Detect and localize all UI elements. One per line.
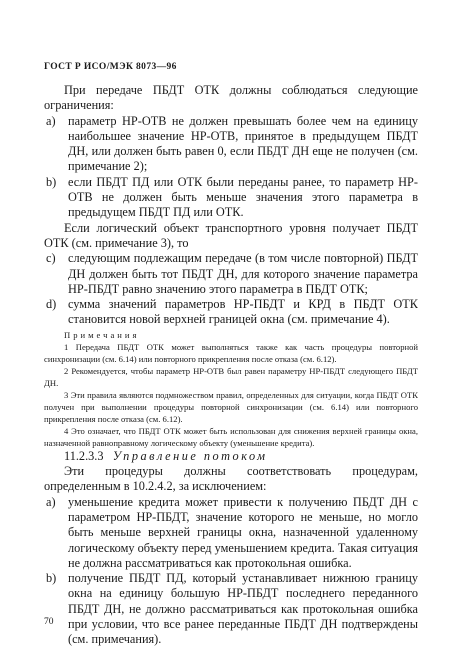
paragraph: Если логический объект транспортного уровня получает ПБДТ ОТК (см. примечание 3), то <box>44 220 418 250</box>
page-number: 70 <box>44 617 54 627</box>
list-item <box>44 114 418 175</box>
list-item <box>44 297 418 328</box>
section-heading <box>44 449 418 464</box>
list-marker: d) <box>46 297 57 312</box>
section-number: 11.2.3.3 <box>64 448 104 463</box>
running-header: ГОСТ Р ИСО/МЭК 8073—96 <box>44 62 177 72</box>
list-marker: b) <box>46 174 57 189</box>
list-item <box>44 251 418 297</box>
paragraph: Эти процедуры должны соответствовать процедурам, определенным в 10.2.4.2, за исключением: <box>44 464 418 494</box>
notes-block <box>44 329 418 449</box>
list-item-text: получение ПБДТ ПД, который устанавливает нижнюю границу окна на единицу большую НР-ПБДТ последнего переданного ПБДТ ДН, не должно рассматриваться как протокольная ошибка при условии, что все ранее переданные ПБДТ ДН подтверждены (см. примечания). <box>68 571 418 647</box>
list-item <box>44 495 418 571</box>
notes-title: Примечания <box>64 329 140 340</box>
list-item-text: сумма значений параметров НР-ПБДТ и КРД в ПБДТ ОТК становится новой верхней границей окна (см. примечание 4). <box>68 297 418 327</box>
list-item <box>44 571 418 647</box>
list-marker: а) <box>46 494 56 509</box>
intro-paragraph: При передаче ПБДТ ОТК должны соблюдаться следующие ограничения: <box>44 83 418 113</box>
note: 2 Рекомендуется, чтобы параметр НР-ОТВ был равен параметру НР-ПБДТ следующего ПБДТ ДН. <box>44 365 418 388</box>
list-item-text: следующим подлежащим передаче (в том числе повторной) ПБДТ ДН должен быть тот ПБДТ ДН, для которого значение параметра НР-ПБДТ равно значению этого параметра в ПБДТ ОТК; <box>68 251 418 296</box>
list-item-text: параметр НР-ОТВ не должен превышать более чем на единицу наибольшее значение НР-ОТВ, принятое в предыдущем ПБДТ ДН, или должен быть равен 0, если ПБДТ ДН еще не получен (см. примечание 2); <box>68 113 418 174</box>
body-text <box>44 83 418 648</box>
list-marker: c) <box>46 251 56 266</box>
note: 3 Эти правила являются подмножеством правил, определенных для ситуации, когда ПБДТ ОТК получен при выполнении процедуры повторной синхронизации (см. 6.14) или повторного прикрепления после отказа (см. 6.12). <box>44 389 418 424</box>
list-marker: b) <box>46 571 57 586</box>
list-item <box>44 175 418 221</box>
note: 1 Передача ПБДТ ОТК может выполняться также как часть процедуры повторной синхронизации (см. 6.14) или повторного прикрепления после отказа (см. 6.12). <box>44 341 418 364</box>
list-item-text: уменьшение кредита может привести к получению ПБДТ ДН с параметром НР-ПБДТ, значение которого не меньше, но могло быть меньше верхней границы окна, назначенной удаленному логическому объекту перед уменьшением кредита. Такая ситуация не должна рассматриваться как протокольная ошибка. <box>68 494 418 570</box>
section-title: Управление потоком <box>112 448 268 463</box>
note: 4 Это означает, что ПБДТ ОТК может быть использован для снижения верхней границы окна, назначенной равноправному логическому объекту (уменьшение кредита). <box>44 425 418 448</box>
list-marker: а) <box>46 113 56 128</box>
list-item-text: если ПБДТ ПД или ОТК были переданы ранее, то параметр НР-ОТВ не должен быть меньше значения этого параметра в предыдущем ПБДТ ПД или ОТК. <box>68 174 418 220</box>
